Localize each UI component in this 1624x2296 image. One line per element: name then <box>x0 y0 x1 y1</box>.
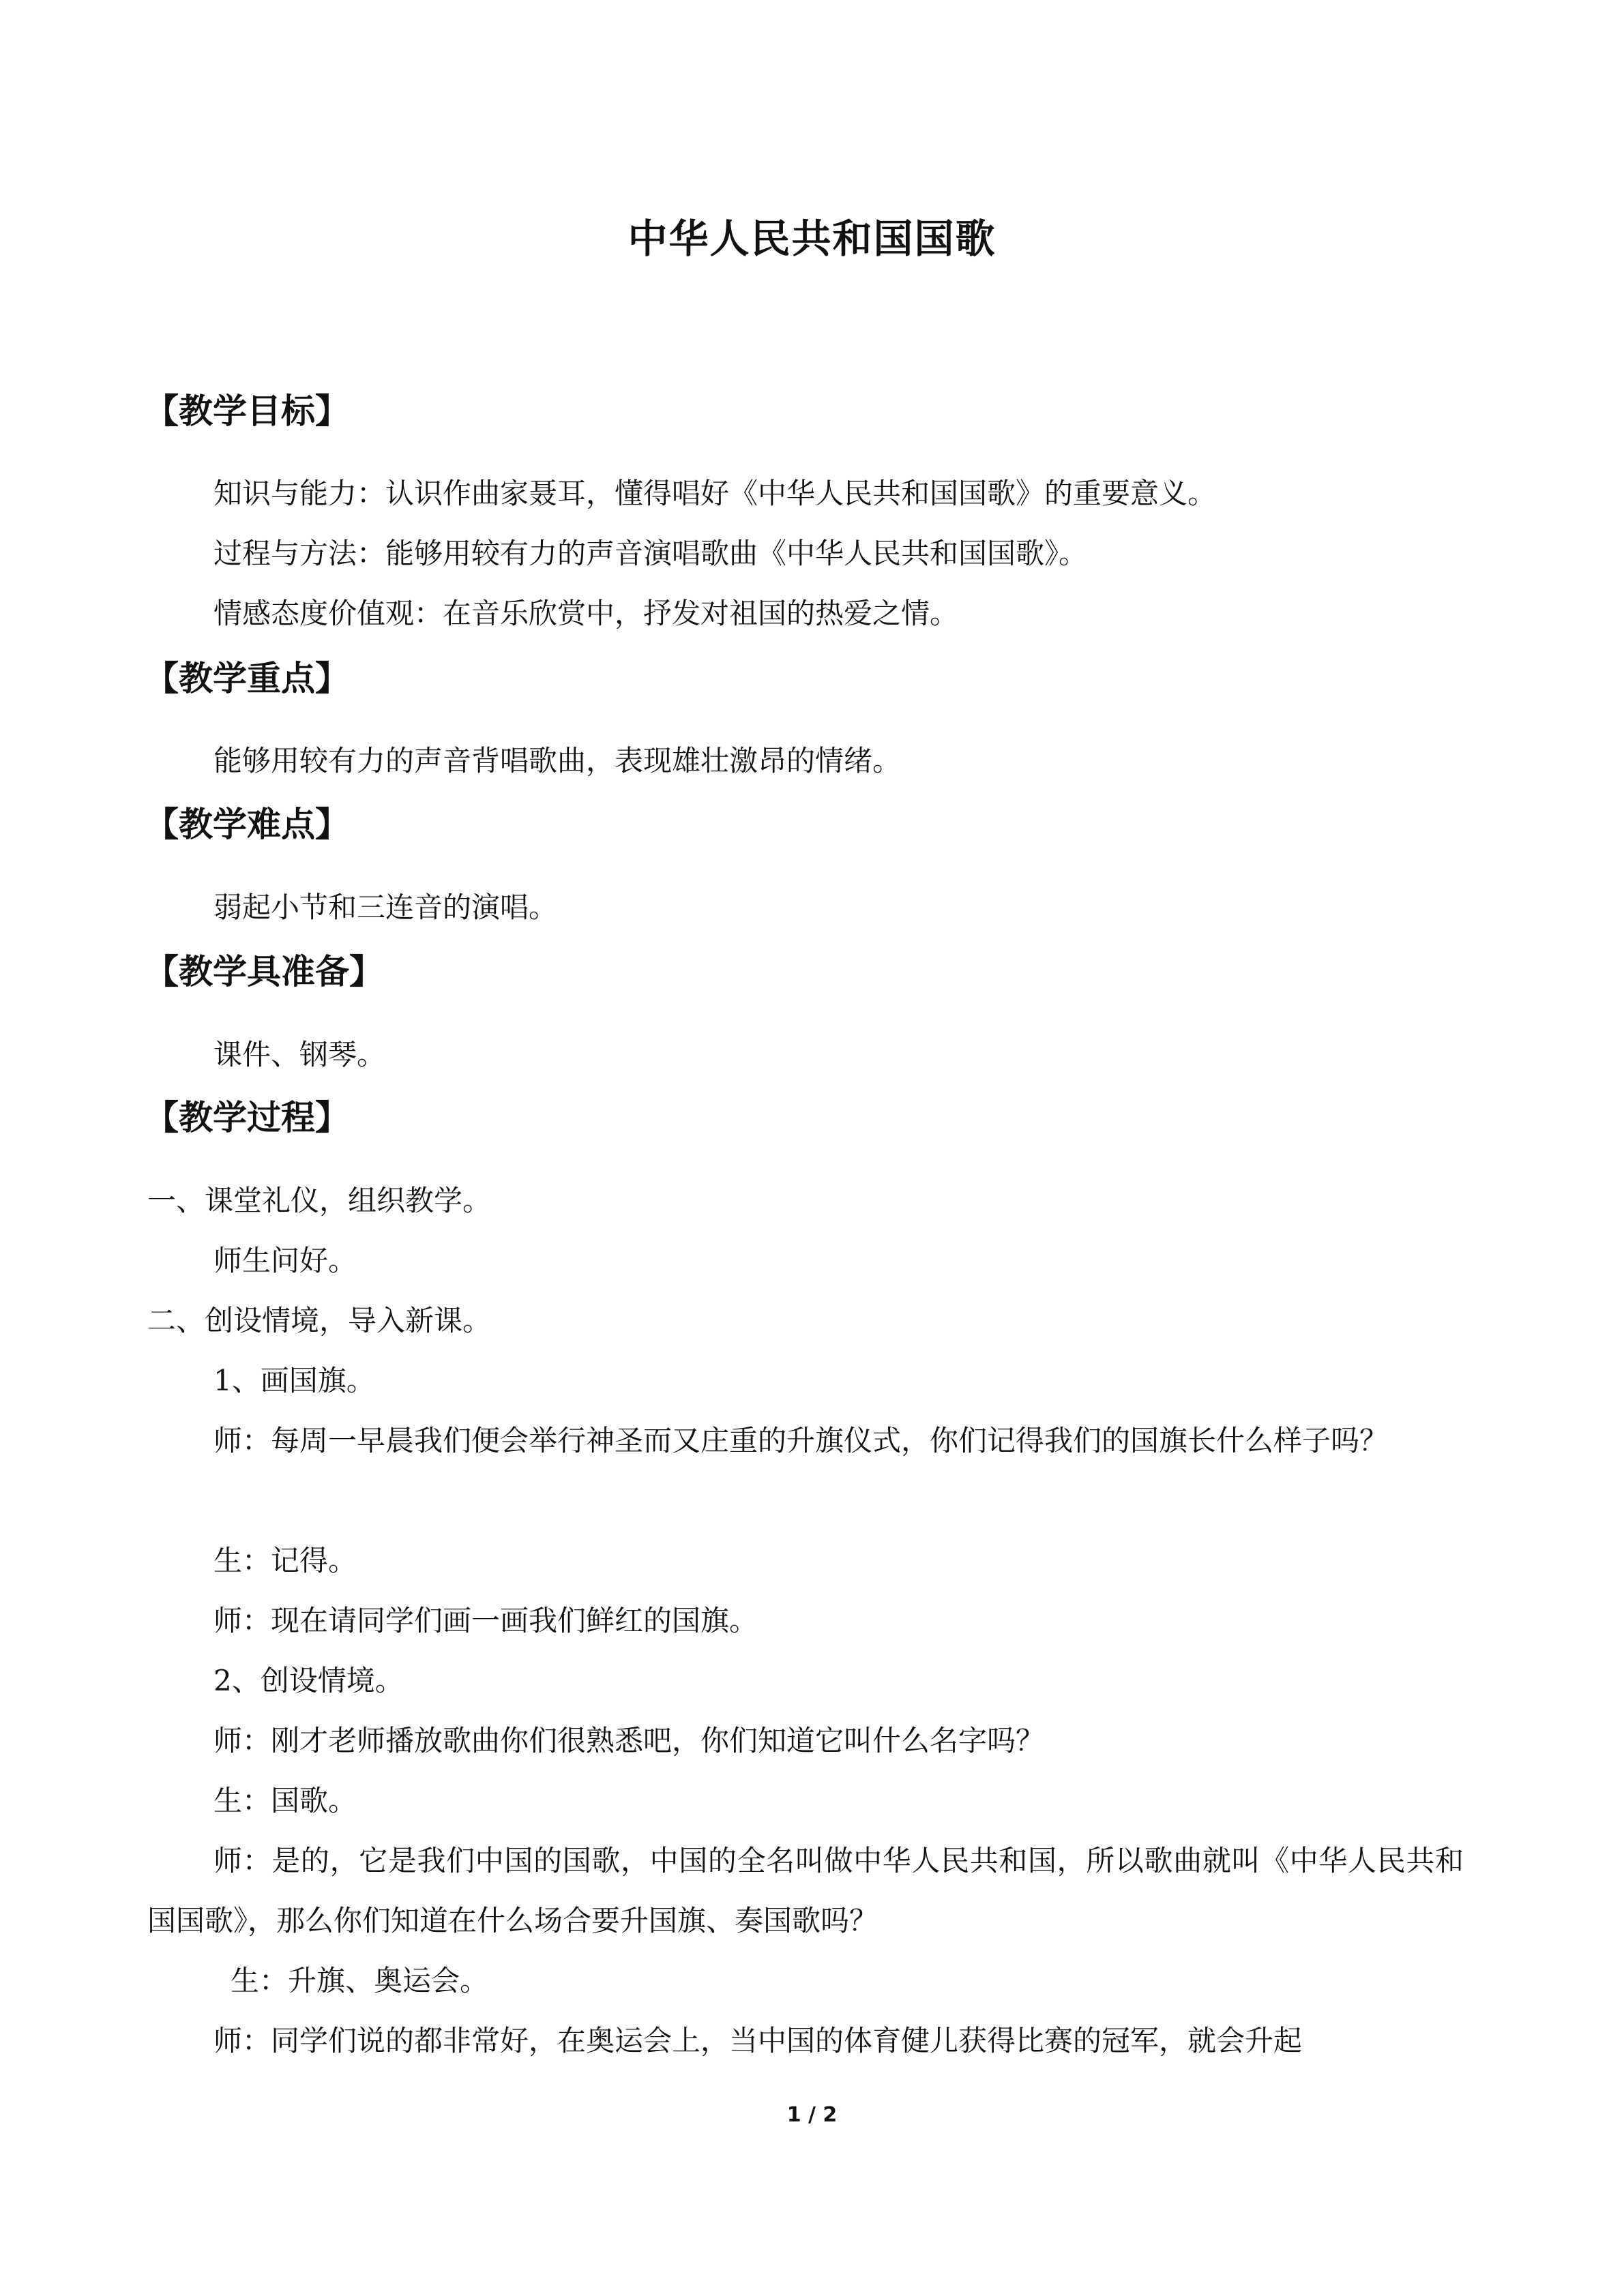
section-heading-difficulties: 【教学难点】 <box>145 805 349 844</box>
materials-text: 课件、钢琴。 <box>213 1038 386 1071</box>
objective-process: 过程与方法：能够用较有力的声音演唱歌曲《中华人民共和国国歌》。 <box>213 537 1088 570</box>
process-line: 生：记得。 <box>213 1544 357 1577</box>
section-heading-key-points: 【教学重点】 <box>145 659 349 698</box>
objective-knowledge: 知识与能力：认识作曲家聂耳，懂得唱好《中华人民共和国国歌》的重要意义。 <box>213 477 1217 510</box>
difficulties-text: 弱起小节和三连音的演唱。 <box>213 891 558 924</box>
process-line: 二、创设情境，导入新课。 <box>147 1304 492 1337</box>
process-line: 师生问好。 <box>213 1244 357 1277</box>
section-heading-process: 【教学过程】 <box>145 1098 349 1137</box>
page-number: 1 / 2 <box>786 2103 838 2127</box>
process-paragraph: 师：是的，它是我们中国的国歌，中国的全名叫做中华人民共和国，所以歌曲就叫《中华人民共和国国歌》，那么你们知道在什么场合要升国旗、奏国歌吗？ <box>147 1844 1464 1937</box>
process-line: 师：刚才老师播放歌曲你们很熟悉吧，你们知道它叫什么名字吗？ <box>213 1724 1045 1757</box>
process-line: 师：现在请同学们画一画我们鲜红的国旗。 <box>213 1604 758 1637</box>
document-title: 中华人民共和国国歌 <box>628 215 996 262</box>
process-paragraph: 师：每周一早晨我们便会举行神圣而又庄重的升旗仪式，你们记得我们的国旗长什么样子吗？ <box>213 1424 1389 1457</box>
section-heading-materials: 【教学具准备】 <box>145 952 383 992</box>
process-line: 2、创设情境。 <box>213 1664 404 1697</box>
process-line: 生：升旗、奥运会。 <box>231 1964 489 1997</box>
section-heading-objectives: 【教学目标】 <box>145 391 349 431</box>
objective-emotion: 情感态度价值观：在音乐欣赏中，抒发对祖国的热爱之情。 <box>213 597 959 630</box>
key-points-text: 能够用较有力的声音背唱歌曲，表现雄壮激昂的情绪。 <box>213 744 902 777</box>
process-line: 一、课堂礼仪，组织教学。 <box>147 1184 492 1217</box>
process-line: 1、画国旗。 <box>213 1364 375 1397</box>
process-line: 师：同学们说的都非常好，在奥运会上，当中国的体育健儿获得比赛的冠军，就会升起 <box>213 2024 1303 2057</box>
process-line: 生：国歌。 <box>213 1784 357 1817</box>
